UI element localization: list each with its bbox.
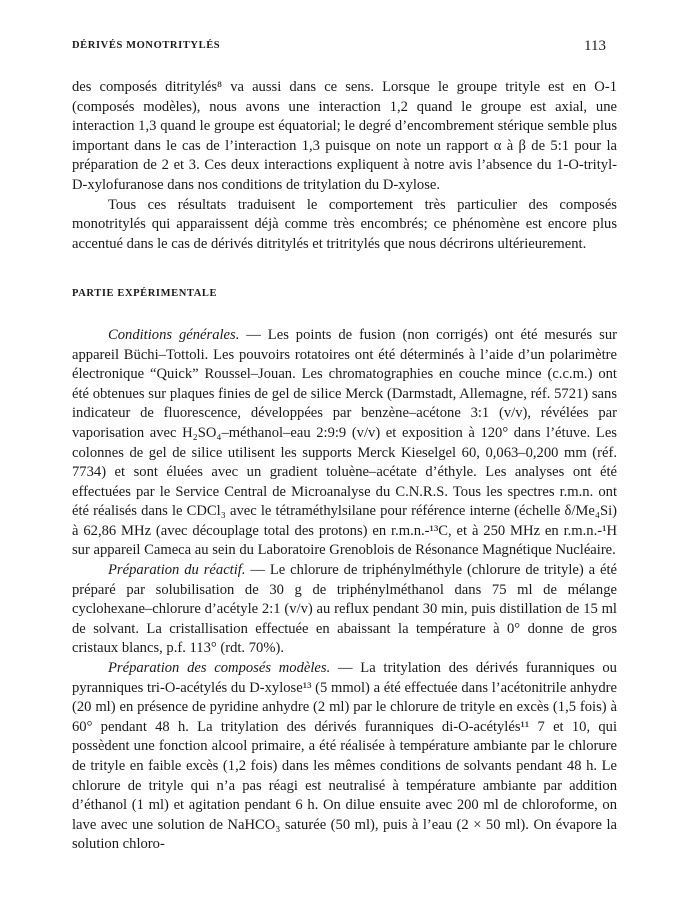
paragraph-conclusion: Tous ces résultats traduisent le comportement très particulier des composés monotritylés qui apparaissent déjà comme très encombrés; ce phénomène est encore plus accentué dans le cas de dérivés ditritylés et tritritylés que nous décrirons ultérieurement. [72,196,617,252]
article-body [72,78,617,855]
page-number: 113 [584,38,606,54]
paragraph-interactions: des composés ditritylés⁸ va aussi dans ce sens. Lorsque le groupe trityle est en O-1 (composés modèles), nous avons une interaction 1,2 quand le groupe est axial, une interaction 1,3 quand le groupe est équatorial; le degré d’encombrement stérique semble plus important dans le cas de l’interaction 1,3 puisque on note un rapport α à β de 5:1 pour la préparation de 2 et 3. Ces deux interactions expliquent à notre avis l’absence du 1-O-trityl-D-xylofuranose dans nos conditions de tritylation du D-xylose. [72,79,617,193]
general-conditions-text: — Les points de fusion (non corrigés) ont été mesurés sur appareil Büchi–Tottoli. Les pouvoirs rotatoires ont été déterminés à l’aide d’un polarimètre électronique “Quick” Roussel–Jouan. Les chromatographies en couche mince (c.c.m.) ont été obtenues sur plaques finies de gel de silice Merck (Darmstadt, Allemagne, réf. 5721) sans indicateur de fluorescence, développées par benzène–acétone 3:1 (v/v), révélées par vaporisation avec H₂SO₄–méthanol–eau 2:9:9 (v/v) et exposition à 120° dans l’étuve. Les colonnes de gel de silice utilisent les supports Merck Kieselgel 60, 0,063–0,200 mm (réf. 7734) et sont éluées avec un gradient toluène–acétate d’éthyle. Les analyses ont été effectuées par le Service Central de Microanalyse du C.N.R.S. Tous les spectres r.m.n. ont été réalisés dans le CDCl₃ avec le tétraméthylsilane pour référence interne (échelle δ/Me₄Si) à 62,86 MHz (avec découplage total des protons) en r.m.n.-¹³C, et à 250 MHz en r.m.n.-¹H sur appareil Cameca au sein du Laboratoire Grenoblois de Résonance Magnétique Nucléaire. [72,326,617,559]
paragraph-reagent-preparation [72,561,617,659]
running-title: DÉRIVÉS MONOTRITYLÉS [72,40,221,51]
model-compounds-title: Préparation des composés modèles. [108,660,331,677]
paragraph-model-compounds [72,659,617,855]
general-conditions-title: Conditions générales. [108,326,240,343]
reagent-preparation-text: — Le chlorure de triphénylméthyle (chlorure de trityle) a été préparé par solubilisation de 30 g de triphénylméthanol dans 75 ml de mélange cyclohexane–chlorure d’acétyle 2:1 (v/v) au reflux pendant 30 min, puis distillation de 15 ml de solvant. La cristallisation effectuée en abaissant la température à 0° donne de gros cristaux blancs, p.f. 113° (rdt. 70%). [72,562,617,657]
section-heading-experimental: PARTIE EXPÉRIMENTALE [72,288,218,300]
paragraph-general-conditions [72,326,617,561]
reagent-preparation-title: Préparation du réactif. [108,562,246,579]
model-compounds-text: — La tritylation des dérivés furanniques ou pyranniques tri-O-acétylés du D-xylose¹³ (5 mmol) a été effectuée dans l’acétonitrile anhydre (20 ml) en présence de pyridine anhydre (2 ml) par le chlorure de trityle en excès (1,5 fois) à 60° pendant 48 h. La tritylation des dérivés furanniques di-O-acétylés¹¹ 7 et 10, qui possèdent une fonction alcool primaire, a été réalisée à température ambiante par le chlorure de trityle en faible excès (1,2 fois) dans les mêmes conditions de solvants pendant 48 h. Le chlorure de trityle qui n’a pas réagi est neutralisé à température ambiante par addition d’éthanol (1 ml) et agitation pendant 6 h. On dilue ensuite avec 200 ml de chloroforme, on lave avec une solution de NaHCO₃ saturée (50 ml), puis à l’eau (2 × 50 ml). On évapore la solution chloro- [72,660,617,853]
